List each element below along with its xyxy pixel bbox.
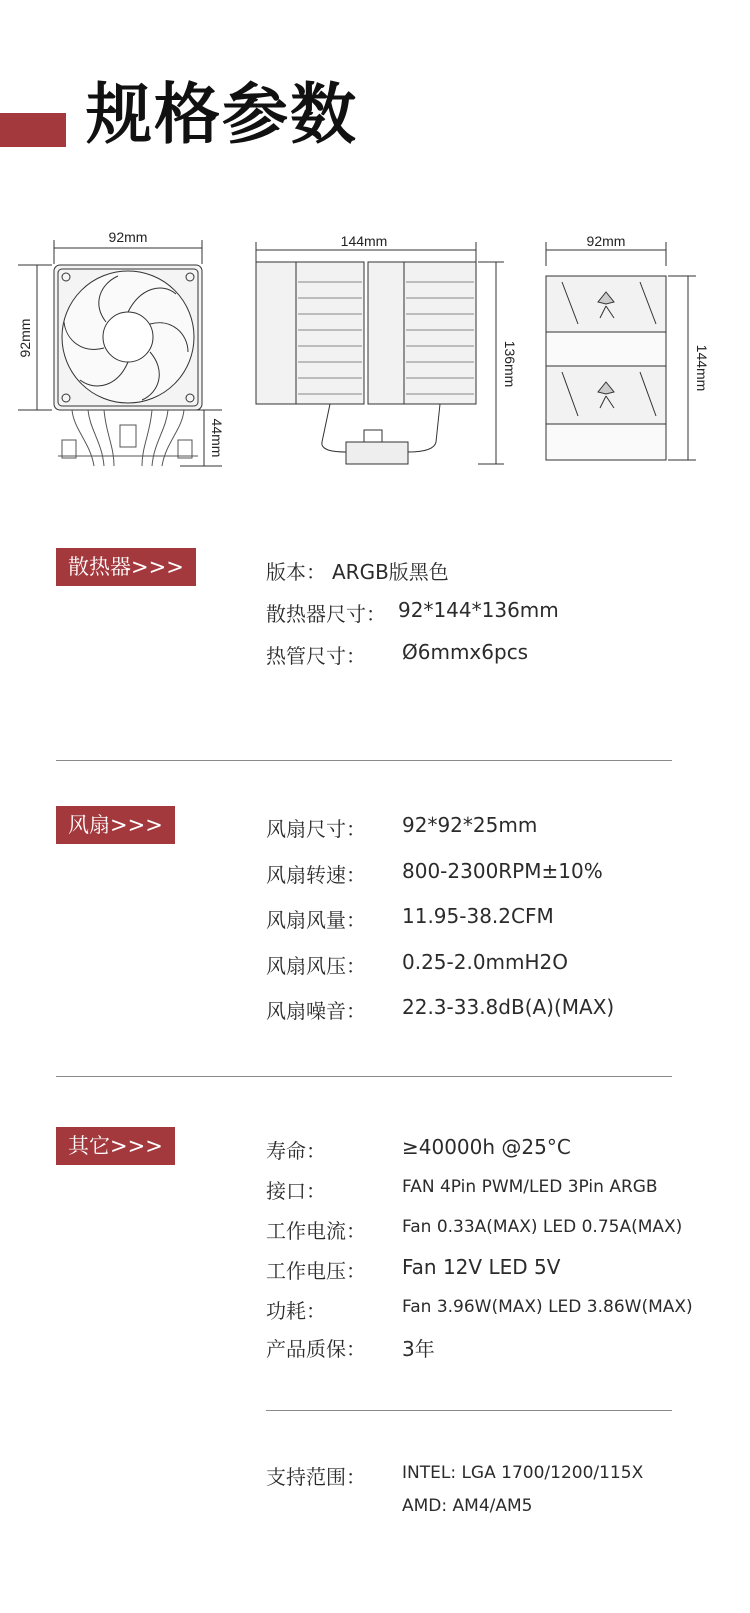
section-divider bbox=[56, 760, 672, 761]
spec-row bbox=[266, 556, 449, 585]
spec-key: 风扇尺寸： bbox=[266, 817, 366, 841]
spec-row bbox=[266, 1135, 571, 1164]
front-height-label: 92mm bbox=[17, 318, 33, 358]
side-width-label: 144mm bbox=[340, 233, 388, 249]
front-width-label: 92mm bbox=[108, 229, 148, 245]
top-view-drawing bbox=[546, 242, 696, 460]
spec-value: Ø6mmx6pcs bbox=[402, 640, 529, 664]
spec-row bbox=[266, 1333, 435, 1362]
spec-key: 风扇噪音： bbox=[266, 999, 366, 1023]
spec-row bbox=[266, 1255, 561, 1284]
spec-value: ARGB版黑色 bbox=[332, 560, 449, 584]
side-height-label: 136mm bbox=[502, 340, 518, 388]
spec-value: Fan 3.96W(MAX) LED 3.86W(MAX) bbox=[402, 1297, 693, 1317]
front-base-height-label: 44mm bbox=[209, 418, 225, 458]
top-height-label: 144mm bbox=[694, 344, 710, 392]
support-range-row bbox=[266, 1461, 644, 1490]
spec-row bbox=[266, 640, 529, 669]
other-section-tag: 其它>>> bbox=[56, 1127, 175, 1165]
fan-section-tag: 风扇>>> bbox=[56, 806, 175, 844]
spec-row bbox=[266, 904, 554, 933]
spec-value: 92*92*25mm bbox=[402, 813, 538, 837]
page-title: 规格参数 bbox=[86, 76, 358, 153]
section-divider bbox=[56, 1076, 672, 1077]
spec-row bbox=[266, 598, 559, 627]
spec-value: 22.3-33.8dB(A)(MAX) bbox=[402, 995, 615, 1019]
title-accent-bar bbox=[0, 113, 66, 147]
spec-row bbox=[266, 950, 569, 979]
spec-row bbox=[266, 813, 538, 842]
spec-value: Fan 0.33A(MAX) LED 0.75A(MAX) bbox=[402, 1217, 683, 1237]
side-view-drawing bbox=[256, 242, 504, 464]
spec-row bbox=[266, 1215, 683, 1244]
dimension-drawings bbox=[0, 220, 750, 480]
spec-key: 寿命： bbox=[266, 1139, 326, 1163]
spec-key: 风扇风量： bbox=[266, 908, 366, 932]
spec-value: ≥40000h @25°C bbox=[402, 1135, 571, 1159]
spec-key: 散热器尺寸： bbox=[266, 602, 386, 626]
spec-key: 热管尺寸： bbox=[266, 644, 366, 668]
spec-value: 800-2300RPM±10% bbox=[402, 859, 603, 883]
spec-key: 版本： bbox=[266, 560, 326, 584]
heatsink-section-tag: 散热器>>> bbox=[56, 548, 196, 586]
front-view-drawing bbox=[18, 240, 222, 466]
section-divider bbox=[266, 1410, 672, 1411]
spec-key: 工作电压： bbox=[266, 1259, 366, 1283]
spec-key: 风扇风压： bbox=[266, 954, 366, 978]
spec-value: 11.95-38.2CFM bbox=[402, 904, 554, 928]
spec-key: 支持范围： bbox=[266, 1465, 366, 1489]
spec-value: 3年 bbox=[402, 1337, 435, 1361]
spec-value: Fan 12V LED 5V bbox=[402, 1255, 561, 1279]
top-width-label: 92mm bbox=[586, 233, 626, 249]
spec-key: 功耗： bbox=[266, 1299, 326, 1323]
support-intel: INTEL: LGA 1700/1200/115X bbox=[402, 1463, 644, 1483]
spec-row bbox=[266, 859, 603, 888]
spec-value: 0.25-2.0mmH2O bbox=[402, 950, 569, 974]
spec-key: 风扇转速： bbox=[266, 863, 366, 887]
spec-value: 92*144*136mm bbox=[398, 598, 559, 622]
spec-key: 接口： bbox=[266, 1179, 326, 1203]
spec-value: FAN 4Pin PWM/LED 3Pin ARGB bbox=[402, 1177, 658, 1197]
support-amd: AMD: AM4/AM5 bbox=[402, 1496, 533, 1516]
spec-row bbox=[266, 1175, 658, 1204]
spec-row bbox=[266, 1295, 693, 1324]
spec-key: 产品质保： bbox=[266, 1337, 366, 1361]
spec-row bbox=[266, 995, 615, 1024]
spec-key: 工作电流： bbox=[266, 1219, 366, 1243]
